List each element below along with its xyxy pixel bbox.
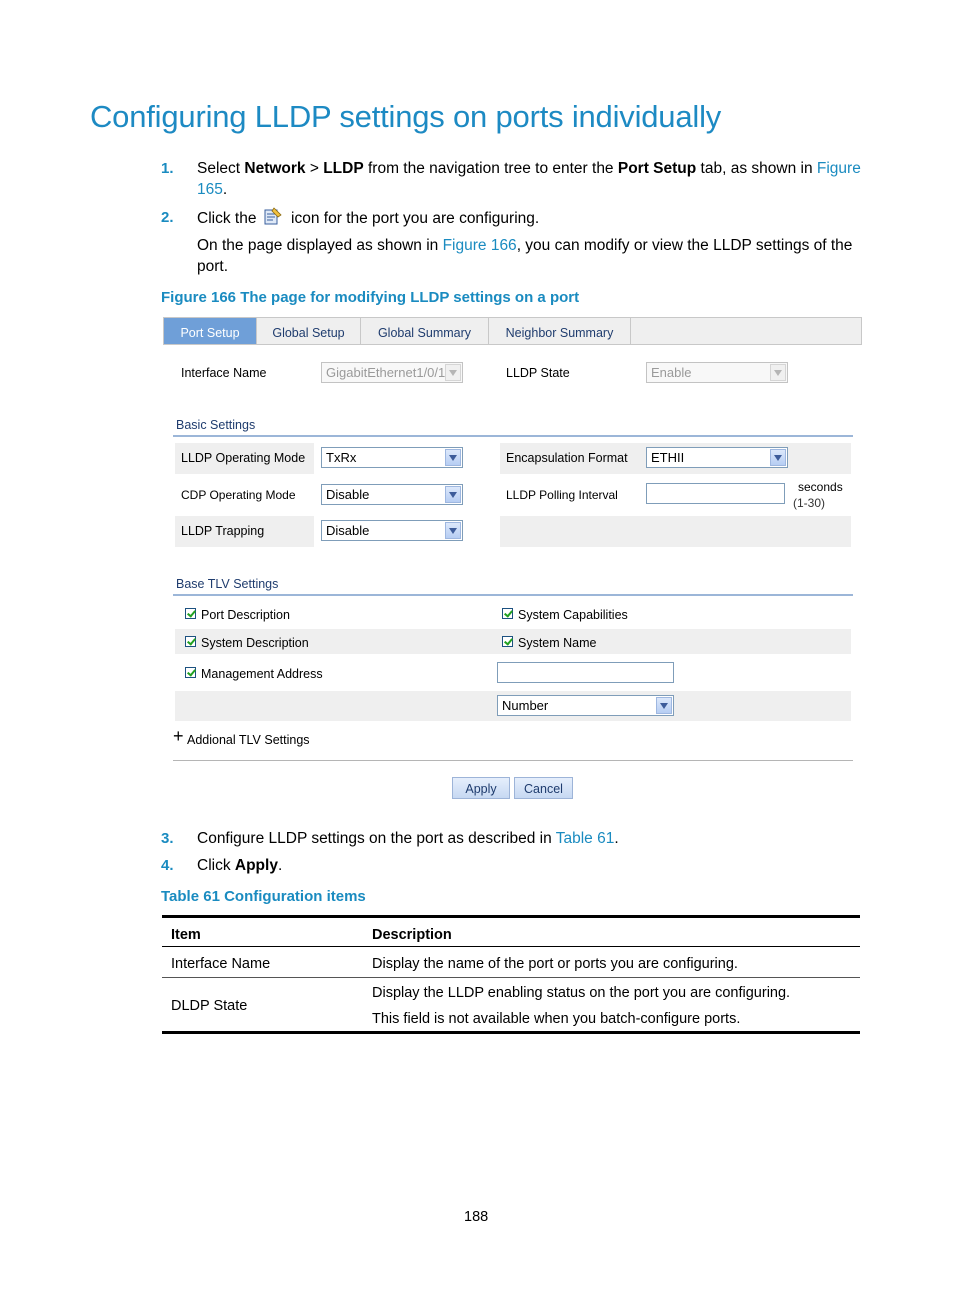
basic-settings-divider — [173, 435, 853, 437]
base-tlv-divider — [173, 594, 853, 596]
basic-settings-title: Basic Settings — [176, 418, 256, 432]
lldp-operating-mode-label: LLDP Operating Mode — [181, 451, 306, 465]
table-header-item: Item — [171, 927, 201, 943]
system-description-checkbox[interactable] — [185, 636, 196, 647]
encapsulation-format-label: Encapsulation Format — [506, 451, 628, 465]
step-4-t1: Click — [197, 857, 235, 874]
step-4-apply: Apply — [234, 857, 278, 874]
page-number: 188 — [464, 1209, 489, 1225]
table-header-rule — [162, 946, 860, 947]
encapsulation-format-value: ETHII — [651, 450, 685, 465]
interface-name-value: GigabitEthernet1/0/1 — [326, 365, 446, 380]
lldp-trapping-value: Disable — [326, 523, 370, 538]
cdp-operating-mode-value: Disable — [326, 487, 370, 502]
interface-name-select — [321, 362, 463, 383]
port-description-checkbox[interactable] — [185, 608, 196, 619]
polling-range: (1-30) — [793, 496, 826, 510]
step-2-p1: On the page displayed as shown in — [197, 237, 443, 254]
management-address-input[interactable] — [497, 662, 674, 683]
lldp-state-select — [646, 362, 788, 383]
figure-165-link-number[interactable]: 165 — [197, 181, 223, 198]
apply-button[interactable]: Apply — [452, 777, 510, 799]
chevron-down-icon — [770, 364, 786, 381]
port-description-label: Port Description — [201, 608, 290, 622]
lldp-trapping-label: LLDP Trapping — [181, 524, 265, 538]
table-row-rule — [162, 977, 860, 978]
chevron-down-icon — [656, 697, 672, 714]
table-row-2-description-2: This field is not available when you batch-configure ports. — [372, 1011, 741, 1027]
row-bg — [500, 516, 851, 547]
step-1-t3: from the navigation tree to enter the — [363, 160, 618, 177]
step-2-p2: , you can modify or view the LLDP settings of the — [516, 237, 853, 254]
figure-caption: Figure 166 The page for modifying LLDP settings on a port — [161, 289, 580, 306]
management-address-type-select[interactable] — [497, 695, 674, 716]
step-1-t5: . — [222, 181, 228, 198]
table-row-2-description-1: Display the LLDP enabling status on the port you are configuring. — [372, 985, 791, 1001]
lldp-operating-mode-select[interactable] — [321, 447, 463, 468]
step-3-text — [197, 828, 619, 849]
step-1-lldp: LLDP — [323, 160, 364, 177]
step-3-t1: Configure LLDP settings on the port as described in — [197, 830, 556, 847]
tab-bar — [163, 317, 862, 345]
chevron-down-icon — [445, 486, 461, 503]
lldp-polling-interval-label: LLDP Polling Interval — [506, 488, 618, 502]
step-3-number: 3. — [161, 830, 174, 847]
expand-plus-icon[interactable]: + — [173, 726, 184, 746]
tab-port-setup[interactable]: Port Setup — [164, 318, 257, 344]
step-1-text — [197, 158, 867, 200]
system-description-label: System Description — [201, 636, 309, 650]
lldp-polling-interval-input[interactable] — [646, 483, 785, 504]
lldp-operating-mode-value: TxRx — [326, 450, 357, 465]
polling-unit: seconds — [798, 480, 843, 494]
table-row-1-description: Display the name of the port or ports you are configuring. — [372, 956, 738, 972]
chevron-down-icon — [770, 449, 786, 466]
lldp-state-label: LLDP State — [506, 366, 570, 380]
step-1-t1: Select — [197, 160, 245, 177]
tab-neighbor-summary[interactable]: Neighbor Summary — [489, 318, 631, 344]
step-2-text — [197, 207, 539, 229]
system-name-label: System Name — [518, 636, 597, 650]
tab-global-setup[interactable]: Global Setup — [257, 318, 361, 344]
step-2-number: 2. — [161, 209, 174, 226]
management-address-label: Management Address — [201, 667, 323, 681]
step-4-t2: . — [277, 857, 283, 874]
step-2-t1: Click the — [197, 210, 261, 227]
step-1-network: Network — [244, 160, 306, 177]
management-address-type-value: Number — [502, 698, 549, 713]
step-1-number: 1. — [161, 160, 174, 177]
figure-165-link[interactable]: Figure — [816, 160, 861, 177]
table-61-link[interactable]: Table 61 — [555, 830, 615, 847]
table-header-description: Description — [372, 927, 452, 943]
table-row-1-item: Interface Name — [171, 956, 271, 972]
step-2-t2: icon for the port you are configuring. — [286, 210, 540, 227]
step-1-t2: > — [305, 160, 324, 177]
figure-166-link[interactable]: Figure 166 — [442, 237, 517, 254]
system-capabilities-checkbox[interactable] — [502, 608, 513, 619]
system-name-checkbox[interactable] — [502, 636, 513, 647]
table-bottom-rule — [162, 1031, 860, 1034]
table-caption: Table 61 Configuration items — [161, 888, 366, 905]
step-2-paragraph — [197, 235, 867, 277]
table-top-rule — [162, 915, 860, 918]
table-row-2-item: DLDP State — [171, 998, 248, 1014]
step-3-t2: . — [614, 830, 619, 847]
step-4-text — [197, 855, 282, 876]
interface-name-label: Interface Name — [181, 366, 267, 380]
lldp-state-value: Enable — [651, 365, 692, 380]
additional-tlv-settings-link[interactable]: Addional TLV Settings — [187, 733, 310, 747]
cdp-operating-mode-select[interactable] — [321, 484, 463, 505]
cancel-button[interactable]: Cancel — [514, 777, 573, 799]
divider — [173, 760, 853, 761]
step-2-p3: port. — [197, 258, 229, 275]
cdp-operating-mode-label: CDP Operating Mode — [181, 488, 296, 502]
chevron-down-icon — [445, 522, 461, 539]
base-tlv-title: Base TLV Settings — [176, 577, 279, 591]
lldp-trapping-select[interactable] — [321, 520, 463, 541]
tab-global-summary[interactable]: Global Summary — [361, 318, 489, 344]
chevron-down-icon — [445, 364, 461, 381]
page-title: Configuring LLDP settings on ports individually — [90, 99, 722, 134]
encapsulation-format-select[interactable] — [646, 447, 788, 468]
step-4-number: 4. — [161, 857, 174, 874]
chevron-down-icon — [445, 449, 461, 466]
step-1-t4: tab, as shown in — [696, 160, 817, 177]
port-setting-icon — [263, 207, 283, 225]
management-address-checkbox[interactable] — [185, 667, 196, 678]
step-1-port-setup: Port Setup — [617, 160, 697, 177]
system-capabilities-label: System Capabilities — [518, 608, 628, 622]
